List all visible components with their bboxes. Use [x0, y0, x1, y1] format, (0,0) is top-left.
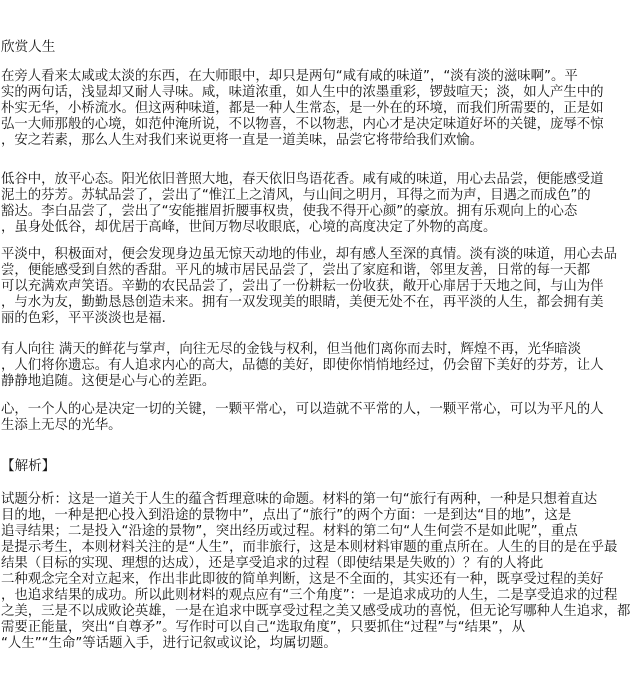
- paragraph-4: [1, 342, 630, 390]
- paragraph-line: 有人向往 满天的鲜花与掌声，向往无尽的金钱与权利，但当他们离你而去时，辉煌不再，光华暗淡: [1, 342, 582, 357]
- analysis-line: “人生”“生命”等话题入手，进行记叙或议论，均属切题。: [1, 636, 337, 651]
- paragraph-line: 豁达。李白品尝了，尝出了“安能摧眉折腰事权贵，使我不得开心颜”的豪放。拥有乐观向上的心态: [1, 204, 578, 219]
- paragraph-2: [1, 172, 630, 236]
- analysis-line: 追寻结果；二是投入“沿途的景物”，突出经历或过程。材料的第二句“人生何尝不是如此呢”，重点: [1, 524, 578, 539]
- paragraph-line: 丽的色彩，平平淡淡也是福．: [1, 311, 176, 326]
- analysis-line: 之美，三是不以成败论英雄，一是在追求中既享受过程之美又感受成功的喜悦，但无论写哪种人生追求，都: [1, 604, 630, 619]
- paragraph-line: 可以充满欢声笑语。辛勤的农民品尝了，尝出了一份耕耘一份收获，敞开心扉居于天地之间，与山为伴: [1, 279, 604, 294]
- paragraph-line: 实的两句话，浅显却又耐人寻味。咸，味道浓重，如人生中的浓墨重彩，锣鼓喧天；淡，如人产生中的: [1, 85, 604, 100]
- paragraph-line: 尝，便能感受到自然的香甜。平凡的城市居民品尝了，尝出了家庭和谐，邻里友善，日常的每一天都: [1, 263, 591, 278]
- paragraph-line: 朴实无华，小桥流水。但这两种味道，都是一种人生常态，是一外在的环境，而我们所需要的，正是如: [1, 101, 604, 116]
- paragraph-line: 平淡中，积极面对，便会发现身边虽无惊天动地的伟业，却有感人至深的真情。淡有淡的味道，用心去品: [1, 247, 617, 262]
- analysis-paragraph: [1, 492, 630, 652]
- analysis-line: 目的地，一种是把心投入到沿途的景物中”，点出了“旅行”的两个方面：一是到达“目的地”，这是: [1, 508, 572, 523]
- paragraph-line: 静静地追随。这便是心与心的差距。: [1, 374, 216, 389]
- analysis-line: 二种观念完全对立起来，作出非此即彼的简单判断，这是不全面的，其实还有一种，既享受过程的美好: [1, 572, 604, 587]
- paragraph-line: ，安之若素，那么人生对我们来说更将一直是一道美味，品尝它将带给我们欢愉。: [1, 133, 484, 148]
- paragraph-line: 生添上无尽的光华。: [1, 418, 122, 433]
- analysis-line: 需要正能量，突出“自尊矛”。写作时可以自己“选取角度”，只要抓住“过程”与“结果”，从: [1, 620, 526, 635]
- analysis-heading: 【解析】: [1, 458, 56, 474]
- paragraph-1: [1, 69, 630, 149]
- paragraph-line: ，与水为友，勤勤恳恳创造未来。拥有一双发现美的眼睛，美便无处不在，再平淡的人生，都会拥有美: [1, 295, 604, 310]
- paragraph-5: [1, 402, 630, 434]
- analysis-line: 结果（目标的实现、理想的达成），还是享受追求的过程（即使结果是失败的）？有的人将此: [1, 556, 544, 571]
- analysis-line: 试题分析：这是一道关于人生的蕴含哲理意味的命题。材料的第一句“旅行有两种，一种是只想着直达: [1, 492, 598, 507]
- paragraph-line: ，人们将你遗忘。有人追求内心的高大，品德的美好，即使你悄悄地经过，仍会留下美好的芬芳，让人: [1, 358, 604, 373]
- analysis-line: ，也追求结果的成功。所以此则材料的观点应有“三个角度”：一是追求成功的人生，二是享受追求的过程: [1, 588, 618, 603]
- paragraph-line: 低谷中，放平心态。阳光依旧普照大地，春天依旧鸟语花香。咸有咸的味道，用心去品尝，便能感受道: [1, 172, 604, 187]
- paragraph-line: 泥土的芬芳。苏轼品尝了，尝出了“惟江上之清风，与山间之明月，耳得之而为声，目遇之而成色”的: [1, 188, 591, 203]
- paragraph-3: [1, 247, 630, 327]
- paragraph-line: ，虽身处低谷，却优居于高峰，世间万物尽收眼底，心境的高度决定了外物的高度。: [1, 220, 497, 235]
- analysis-line: 是提示考生，本则材料关注的是“人生”，而非旅行，这是本则材料审题的重点所在。人生的目的是在乎最: [1, 540, 618, 555]
- paragraph-line: 弘一大师那般的心境，如范仲淹所说，不以物喜，不以物悲，内心才是决定味道好坏的关键，庞辱不惊: [1, 117, 604, 132]
- paragraph-line: 在旁人看来太咸或太淡的东西，在大师眼中，却只是两句“咸有咸的味道”，“淡有淡的滋味啊”。平: [1, 69, 578, 84]
- essay-title: 欣赏人生: [1, 39, 56, 55]
- paragraph-line: 心，一个人的心是决定一切的关键，一颗平常心，可以造就不平常的人，一颗平常心，可以为平凡的人: [1, 402, 604, 417]
